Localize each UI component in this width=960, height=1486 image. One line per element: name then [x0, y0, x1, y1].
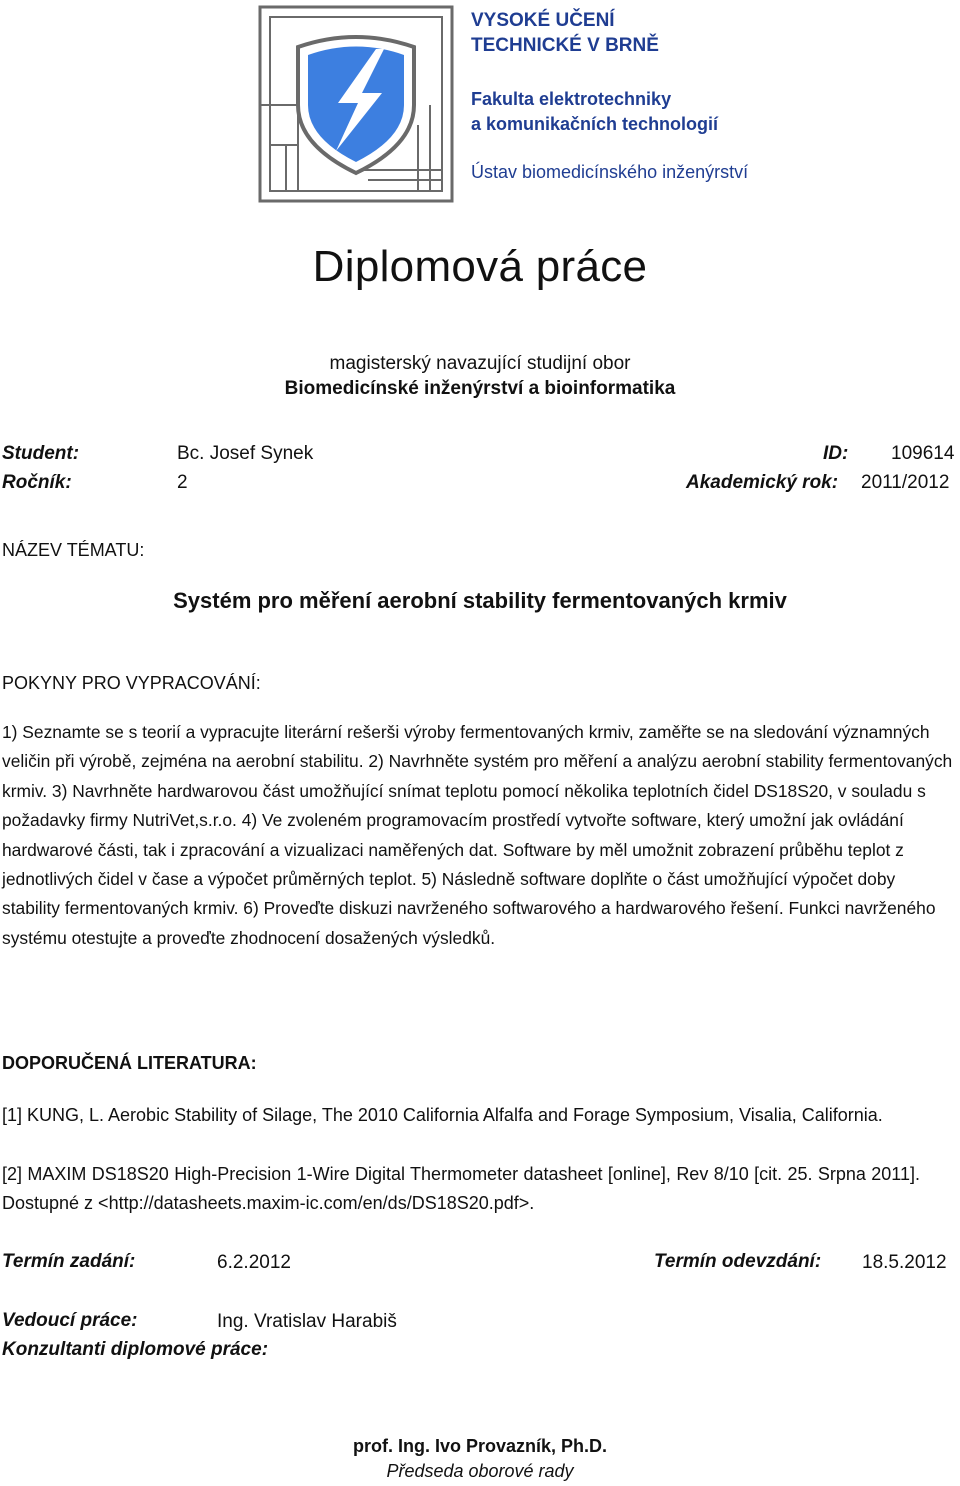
supervisor-name: Ing. Vratislav Harabiš	[217, 1311, 397, 1332]
literature-item-1: [1] KUNG, L. Aerobic Stability of Silage, The 2010 California Alfalfa and Forage Symposium, Visalia, California.	[2, 1105, 883, 1125]
consultants-label: Konzultanti diplomové práce:	[2, 1339, 269, 1360]
university-name	[471, 8, 659, 58]
topic-heading: NÁZEV TÉMATU:	[2, 540, 145, 560]
assigned-date-label: Termín zadání:	[2, 1251, 136, 1272]
university-name-line2: TECHNICKÉ V BRNĚ	[471, 35, 659, 56]
signature-role: Předseda oborové rady	[386, 1461, 574, 1481]
faculty-name-line1: Fakulta elektrotechniky	[471, 89, 672, 109]
student-label: Student:	[2, 443, 80, 464]
literature-heading: DOPORUČENÁ LITERATURA:	[2, 1053, 257, 1073]
student-name: Bc. Josef Synek	[177, 443, 314, 464]
institute-name: Ústav biomedicínského inženýrství	[471, 162, 749, 182]
academic-year-value: 2011/2012	[861, 472, 950, 493]
academic-year-label: Akademický rok:	[686, 472, 839, 493]
due-date-value: 18.5.2012	[862, 1252, 947, 1273]
year-value: 2	[177, 472, 188, 493]
instructions-text: 1) Seznamte se s teorií a vypracujte literární rešerši výroby fermentovaných krmiv, zaměřte se na sledování významných veličin při výrobě, zejména na aerobní stabilitu. 2) Navrhněte systém pro měření a analýzu aerobní stability fermentovaných krmiv. 3) Navrhněte hardwarovou část umožňující snímat teplotu pomocí několika teplotních čidel DS18S20, v souladu s požadavky firmy NutriVet,s.r.o. 4) Ve zvoleném programovacím prostředí vytvořte software, který umožní jak ovládání hardwarové části, tak i zpracování a vizualizaci naměřených dat. Software by měl umožnit zobrazení průběhu teplot z jednotlivých čidel v čase a výpočet průměrných teplot. 5) Následně software doplňte o část umožňující výpočet doby stability fermentovaných krmiv. 6) Proveďte diskuzi navrženého softwarového a hardwarového řešení. Funkci navrženého systému otestujte a proveďte zhodnocení dosažených výsledků.	[2, 722, 953, 948]
faculty-name-line2: a komunikačních technologií	[471, 114, 719, 134]
instructions-heading: POKYNY PRO VYPRACOVÁNÍ:	[2, 673, 261, 693]
vut-shield-lightning-logo-icon	[258, 5, 454, 203]
id-label: ID:	[823, 443, 849, 464]
supervisor-label: Vedoucí práce:	[2, 1310, 138, 1331]
program-type: magisterský navazující studijní obor	[329, 353, 631, 374]
id-value: 109614	[891, 443, 955, 464]
university-logo	[258, 5, 454, 203]
topic-title: Systém pro měření aerobní stability fermentovaných krmiv	[173, 588, 787, 613]
university-name-line1: VYSOKÉ UČENÍ	[471, 10, 615, 31]
literature-item-2: [2] MAXIM DS18S20 High-Precision 1-Wire Digital Thermometer datasheet [online], Rev 8/10 [cit. 25. Srpna 2011]. Dostupné z <http://datasheets.maxim-ic.com/en/ds/DS18S20.pdf>.	[2, 1164, 920, 1214]
faculty-name	[471, 87, 718, 137]
assigned-date-value: 6.2.2012	[217, 1252, 291, 1273]
year-label: Ročník:	[2, 472, 72, 493]
due-date-label: Termín odevzdání:	[654, 1251, 822, 1272]
signature-name: prof. Ing. Ivo Provazník, Ph.D.	[352, 1436, 608, 1456]
document-title: Diplomová práce	[312, 242, 648, 291]
program-name: Biomedicínské inženýrství a bioinformatika	[284, 378, 676, 399]
